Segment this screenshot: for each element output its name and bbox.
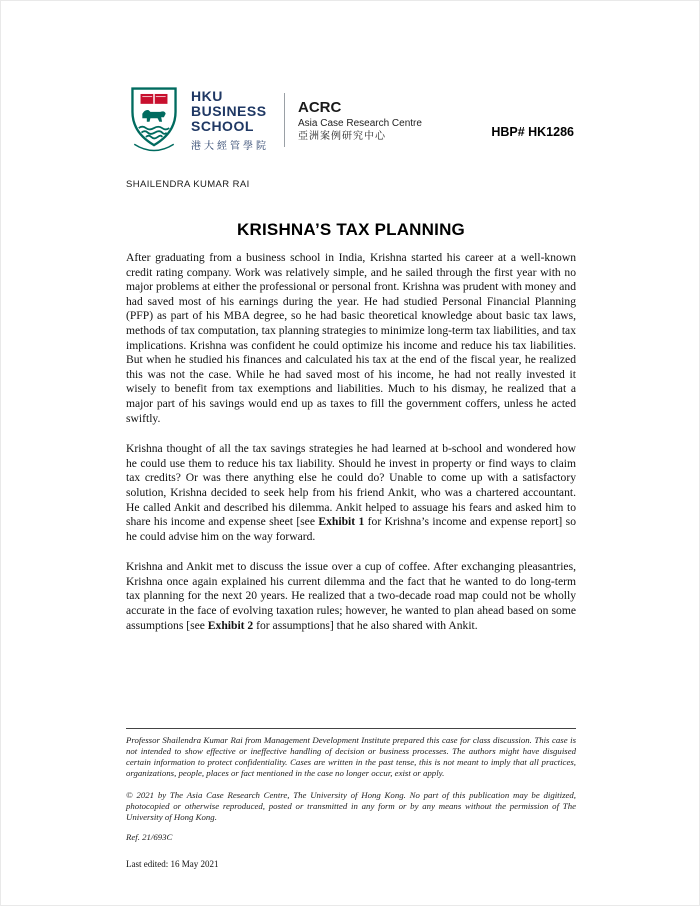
disclaimer-text: Professor Shailendra Kumar Rai from Management Development Institute prepared this case for class discussion. This case is not intended to show effective or ineffective handling of decision or business processes. The authors might have disguised certain information to protect confidentiality. Cases are written in the past tense, this is not meant to imply that all practices, organizations, people, places or fact mentioned in the case no longer occur, exist or apply. xyxy=(126,735,576,778)
logo-divider xyxy=(284,93,285,147)
school-name xyxy=(191,89,269,152)
page-title: KRISHNA’S TAX PLANNING xyxy=(237,220,465,239)
author-name: SHAILENDRA KUMAR RAI xyxy=(126,179,250,190)
hku-crest-icon xyxy=(126,85,182,155)
reference-number: Ref. 21/693C xyxy=(126,832,173,842)
centre-abbr: ACRC xyxy=(298,99,342,116)
paragraph-1: After graduating from a business school in India, Krishna started his career at a well-known credit rating company. Work was relatively simple, and he sailed through the first year with no major problems at either the professional or personal front. Krishna was prudent with money and had saved most of his earnings during the year. He had studied Personal Financial Planning (PFP) as part of his MBA degree, so he had basic theoretical knowledge about basic tax laws, methods of tax computation, tax planning strategies to minimize long-term tax liabilities, and tax implications. Krishna was confident he could optimize his income and reduce his tax liabilities. But when he studied his finances and calculated his tax at the end of the fiscal year, he realized this was not the case. While he had saved most of his income, he had not really invested it wisely to benefit from tax exemptions and liabilities. Much to his dismay, he realized that a major part of his savings would end up as taxes to fill the government coffers, unless he acted swiftly. xyxy=(126,251,576,425)
centre-name-block xyxy=(298,97,422,143)
hbp-number: HBP# HK1286 xyxy=(491,125,574,139)
centre-name-chinese: 亞洲案例研究中心 xyxy=(298,131,386,142)
paragraph-3: Krishna and Ankit met to discuss the issue over a cup of coffee. After exchanging pleasantries, Krishna once again explained his current dilemma and the fact that he wanted to do long-term tax planning for the next 20 years. He realized that a two-decade road map could not be wholly accurate in the face of evolving taxation rules; however, he wanted to plan ahead based on some assumptions [see Exhibit 2 for assumptions] that he also shared with Ankit. xyxy=(126,560,576,632)
school-name-line: HKU xyxy=(191,87,223,104)
header-logo-block xyxy=(126,85,422,155)
school-name-line: BUSINESS xyxy=(191,102,267,119)
copyright-text: © 2021 by The Asia Case Research Centre, The University of Hong Kong. No part of this publication may be digitized, photocopied or otherwise reproduced, posted or transmitted in any form or by any means without the permission of The University of Hong Kong. xyxy=(126,790,576,822)
paragraph-2: Krishna thought of all the tax savings strategies he had learned at b-school and wondered how he could use them to reduce his tax liability. Should he invest in property or find ways to claim tax credits? Or was there anything else he could do? Unable to come up with a satisfactory solution, Krishna decided to seek help from his friend Ankit, who was a chartered accountant. He called Ankit and described his dilemma. Ankit helped to assuage his fears and asked him to share his income and expense sheet [see Exhibit 1 for Krishna’s income and expense report] so he could advise him on the way forward. xyxy=(126,442,576,543)
centre-name: Asia Case Research Centre xyxy=(298,118,422,129)
school-name-line: SCHOOL xyxy=(191,117,254,134)
school-name-chinese: 港大經管學院 xyxy=(191,140,269,152)
last-edited-date: Last edited: 16 May 2021 xyxy=(126,859,219,869)
case-body xyxy=(126,251,576,649)
footnote-block xyxy=(126,728,576,870)
